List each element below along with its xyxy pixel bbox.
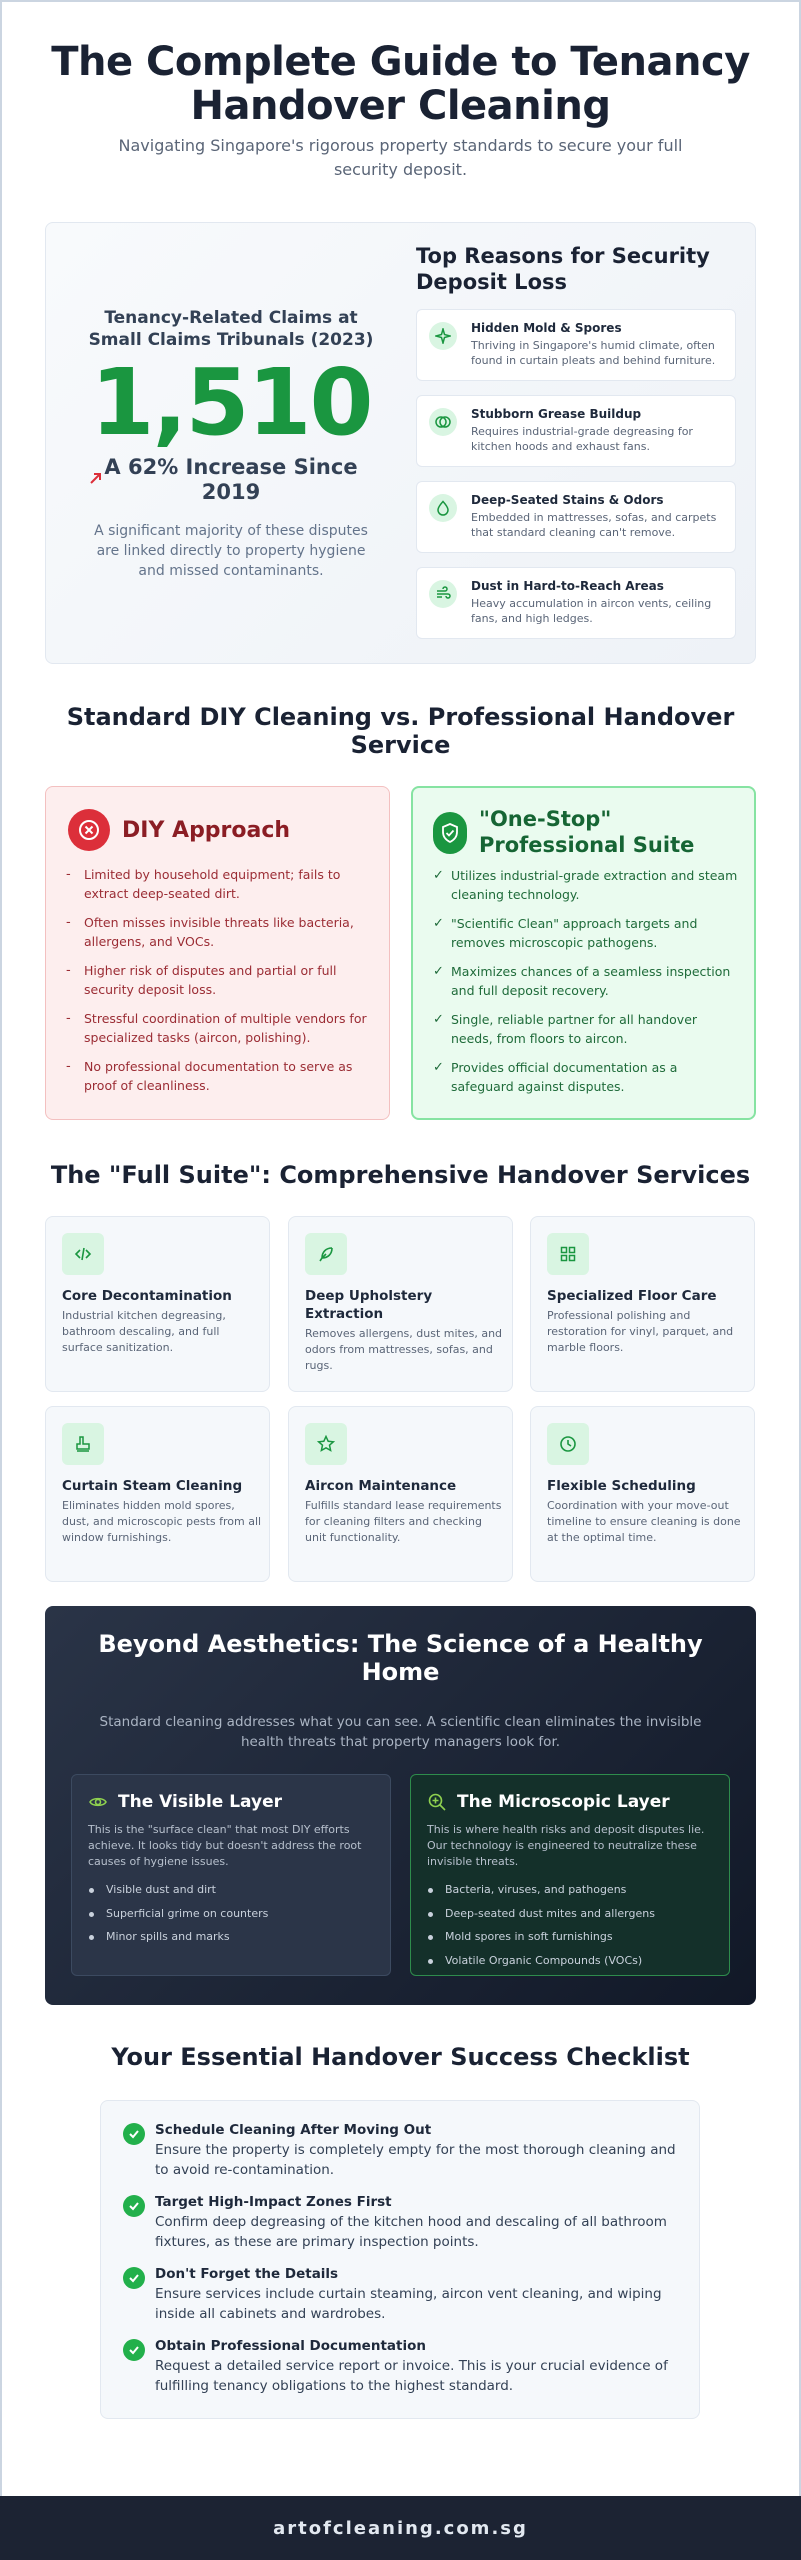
check-icon: ✓ <box>433 1060 444 1075</box>
wind-icon <box>429 580 457 608</box>
stamp-icon <box>62 1423 104 1465</box>
clock-icon <box>547 1423 589 1465</box>
list-item: Mold spores in soft furnishings <box>427 1929 717 1945</box>
science-title: Beyond Aesthetics: The Science of a Healthy Home <box>98 1630 703 1686</box>
code-icon <box>62 1233 104 1275</box>
service-description: Coordination with your move-out timeline to ensure cleaning is done at the optimal time. <box>547 1499 741 1544</box>
service-title: Flexible Scheduling <box>547 1478 696 1494</box>
dash-icon: - <box>66 915 71 930</box>
service-card <box>45 1406 270 1582</box>
list-item: - Limited by household equipment; fails to extract deep-seated dirt. <box>66 867 341 901</box>
sparkle-icon <box>429 322 457 350</box>
check-circle-icon <box>123 2339 145 2361</box>
list-item: Superficial grime on counters <box>88 1906 378 1922</box>
service-card <box>530 1406 755 1582</box>
checklist-card <box>100 2100 700 2419</box>
dash-icon: - <box>66 867 71 882</box>
reason-title: Dust in Hard-to-Reach Areas <box>471 579 664 593</box>
diy-card <box>45 786 390 1120</box>
list-item: - No professional documentation to serve as proof of cleanliness. <box>66 1059 353 1093</box>
science-panel <box>45 1606 756 2005</box>
diy-title: DIY Approach <box>122 818 291 843</box>
stat-increase: A 62% Increase Since 2019 <box>104 455 358 504</box>
list-item: - Higher risk of disputes and partial or full security deposit loss. <box>66 963 337 997</box>
list-item: ✓ "Scientific Clean" approach targets and removes microscopic pathogens. <box>433 916 698 950</box>
service-card <box>288 1406 513 1582</box>
checklist-item-description: Ensure services include curtain steaming, aircon vent cleaning, and wiping inside all cabinets and wardrobes. <box>155 2286 662 2322</box>
layer-description: This is where health risks and deposit disputes lie. Our technology is engineered to neutralize these invisible threats. <box>427 1823 705 1868</box>
checklist-item <box>123 2121 683 2180</box>
list-item: ✓ Maximizes chances of a seamless inspection and full deposit recovery. <box>433 964 731 998</box>
checklist-item-title: Target High-Impact Zones First <box>155 2194 392 2210</box>
service-card <box>45 1216 270 1392</box>
star-icon <box>305 1423 347 1465</box>
layer-title: The Microscopic Layer <box>457 1792 670 1812</box>
reason-card <box>416 395 736 467</box>
service-description: Eliminates hidden mold spores, dust, and microscopic pests from all window furnishings. <box>62 1499 262 1544</box>
reason-title: Deep-Seated Stains & Odors <box>471 493 664 507</box>
page-title: The Complete Guide to Tenancy Handover Cleaning <box>51 39 750 129</box>
layer-header <box>427 1791 670 1813</box>
service-title: Specialized Floor Care <box>547 1288 717 1304</box>
microscopic-layer-list <box>427 1882 717 1976</box>
footer <box>0 2496 801 2560</box>
checklist-item <box>123 2337 683 2396</box>
stat-description: A significant majority of these disputes are linked directly to property hygiene and missed contaminants. <box>94 523 368 579</box>
service-description: Industrial kitchen degreasing, bathroom descaling, and full surface sanitization. <box>62 1309 226 1354</box>
visible-layer-list <box>88 1882 378 1953</box>
visible-layer-card <box>71 1774 391 1976</box>
reasons-title: Top Reasons for Security Deposit Loss <box>416 244 710 294</box>
check-icon: ✓ <box>433 1012 444 1027</box>
science-subtitle: Standard cleaning addresses what you can see. A scientific clean eliminates the invisible health threats that property managers look for. <box>99 1714 702 1750</box>
check-circle-icon <box>123 2267 145 2289</box>
shield-check-icon <box>433 812 467 854</box>
service-title: Core Decontamination <box>62 1288 232 1304</box>
list-item: Minor spills and marks <box>88 1929 378 1945</box>
list-item: ✓ Utilizes industrial-grade extraction and steam cleaning technology. <box>433 868 738 902</box>
list-item: Bacteria, viruses, and pathogens <box>427 1882 717 1898</box>
stat-label: Tenancy-Related Claims at Small Claims Tribunals (2023) <box>88 308 374 350</box>
dash-icon: - <box>66 1059 71 1074</box>
checklist-item <box>123 2193 683 2252</box>
reason-card <box>416 309 736 381</box>
check-circle-icon <box>123 2123 145 2145</box>
checklist-item-description: Request a detailed service report or invoice. This is your crucial evidence of fulfilling tenancy obligations to the highest standard. <box>155 2358 668 2394</box>
close-circle-icon <box>68 809 110 851</box>
eye-icon <box>88 1792 108 1812</box>
layer-title: The Visible Layer <box>118 1792 282 1812</box>
layers-icon <box>429 408 457 436</box>
check-icon: ✓ <box>433 868 444 883</box>
service-title: Deep Upholstery Extraction <box>305 1288 433 1322</box>
checklist-item <box>123 2265 683 2324</box>
checklist-item-description: Ensure the property is completely empty for the most thorough cleaning and to avoid re-contamination. <box>155 2142 676 2178</box>
reason-description: Requires industrial-grade degreasing for kitchen hoods and exhaust fans. <box>471 425 693 453</box>
service-card <box>288 1216 513 1392</box>
list-item: Visible dust and dirt <box>88 1882 378 1898</box>
dash-icon: - <box>66 963 71 978</box>
checklist-title: Your Essential Handover Success Checklist <box>111 2043 690 2071</box>
layer-description: This is the "surface clean" that most DIY efforts achieve. It looks tidy but doesn't address the root causes of hygiene issues. <box>88 1823 362 1868</box>
footer-link[interactable]: artofcleaning.com.sg <box>273 2517 528 2539</box>
page-subtitle: Navigating Singapore's rigorous property standards to secure your full security deposit. <box>118 136 683 179</box>
feather-icon <box>305 1233 347 1275</box>
pro-title: "One-Stop" Professional Suite <box>479 807 695 857</box>
reason-title: Hidden Mold & Spores <box>471 321 622 335</box>
checklist-item-title: Don't Forget the Details <box>155 2266 339 2282</box>
comparison-title: Standard DIY Cleaning vs. Professional Handover Service <box>66 703 735 759</box>
list-item: ✓ Single, reliable partner for all handover needs, from floors to aircon. <box>433 1012 698 1046</box>
reason-description: Thriving in Singapore's humid climate, often found in curtain pleats and behind furniture. <box>471 339 716 367</box>
reason-card <box>416 567 736 639</box>
checklist-item-title: Obtain Professional Documentation <box>155 2338 426 2354</box>
grid-icon <box>547 1233 589 1275</box>
list-item: Volatile Organic Compounds (VOCs) <box>427 1953 717 1969</box>
reason-title: Stubborn Grease Buildup <box>471 407 642 421</box>
list-item: - Often misses invisible threats like bacteria, allergens, and VOCs. <box>66 915 354 949</box>
services-title: The "Full Suite": Comprehensive Handover Services <box>50 1161 751 1189</box>
check-icon: ✓ <box>433 916 444 931</box>
dash-icon: - <box>66 1011 71 1026</box>
check-circle-icon <box>123 2195 145 2217</box>
service-description: Professional polishing and restoration for vinyl, parquet, and marble floors. <box>547 1309 734 1354</box>
droplet-icon <box>429 494 457 522</box>
service-title: Curtain Steam Cleaning <box>62 1478 243 1494</box>
reason-card <box>416 481 736 553</box>
stats-panel <box>45 222 756 664</box>
layer-header <box>88 1791 282 1813</box>
service-description: Fulfills standard lease requirements for cleaning filters and checking unit functionality. <box>305 1499 502 1544</box>
microscopic-layer-card <box>410 1774 730 1976</box>
service-title: Aircon Maintenance <box>305 1478 457 1494</box>
diy-list <box>66 865 371 1105</box>
reason-description: Heavy accumulation in aircon vents, ceiling fans, and high ledges. <box>471 597 712 625</box>
list-item: ✓ Provides official documentation as a safeguard against disputes. <box>433 1060 678 1094</box>
list-item: - Stressful coordination of multiple vendors for specialized tasks (aircon, polishing). <box>66 1011 367 1045</box>
list-item: Deep-seated dust mites and allergens <box>427 1906 717 1922</box>
service-description: Removes allergens, dust mites, and odors from mattresses, sofas, and rugs. <box>305 1327 503 1372</box>
pro-list <box>433 866 738 1106</box>
reason-description: Embedded in mattresses, sofas, and carpets that standard cleaning can't remove. <box>471 511 717 539</box>
check-icon: ✓ <box>433 964 444 979</box>
zoom-in-icon <box>427 1792 447 1812</box>
stat-number: 1,510 <box>90 349 372 456</box>
pro-card <box>411 786 756 1120</box>
checklist-item-title: Schedule Cleaning After Moving Out <box>155 2122 432 2138</box>
checklist-item-description: Confirm deep degreasing of the kitchen hood and descaling of all bathroom fixtures, as these are primary inspection points. <box>155 2214 667 2250</box>
service-card <box>530 1216 755 1392</box>
